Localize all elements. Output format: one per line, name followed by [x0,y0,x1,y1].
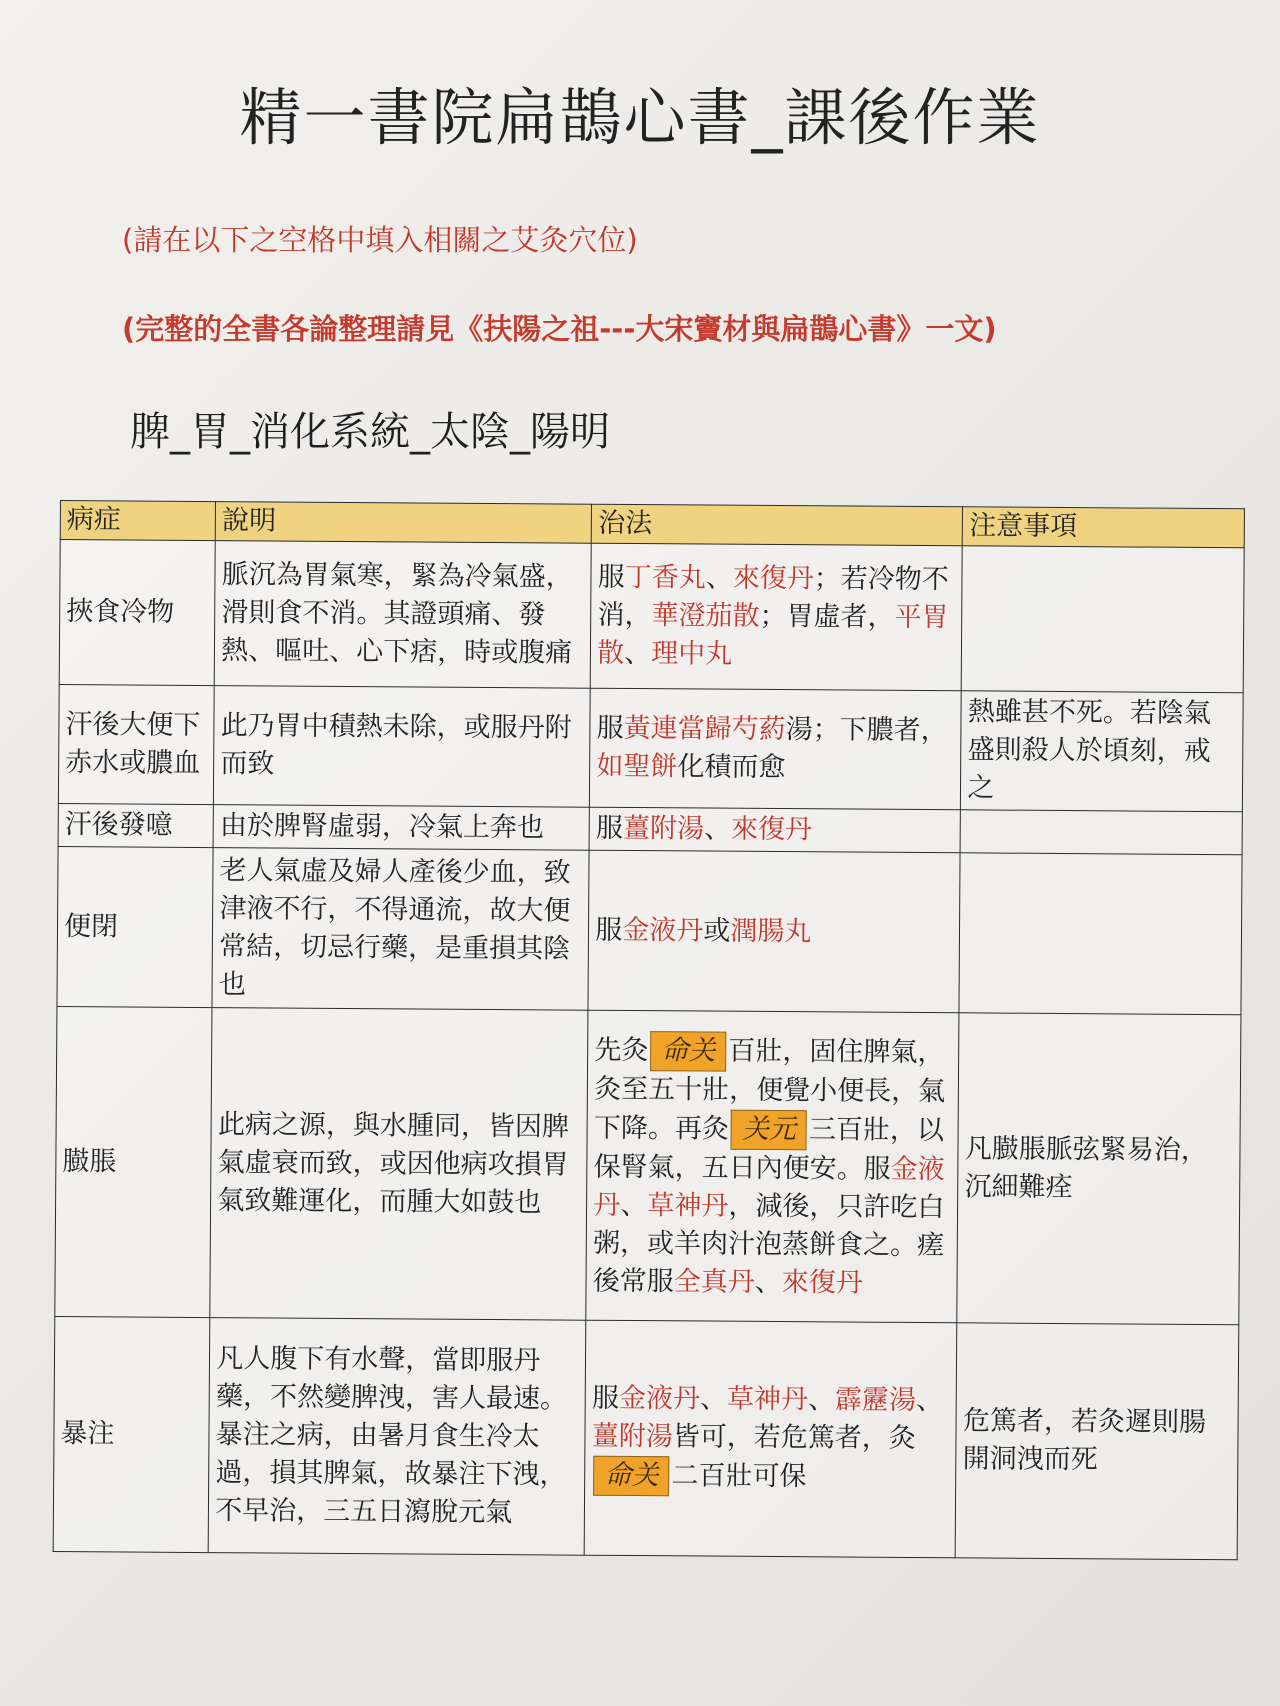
medicine-name: 如聖餅 [596,750,678,783]
medicine-name: 來復丹 [781,1266,863,1299]
description-cell: 此病之源，與水腫同，皆因脾氣虛衰而致，或因他病攻損胃氣致難運化，而腫大如鼓也 [210,1008,588,1321]
treatment-cell [588,850,960,1013]
acupoint-highlight: 命关 [593,1456,669,1497]
disease-cell: 汗後發噫 [58,803,214,847]
header-treatment: 治法 [592,504,963,546]
medicine-name: 金液丹 [622,914,704,947]
notes-cell [960,810,1242,855]
treatment-text: 服 [595,812,624,844]
medicine-name: 華澄茄散 [651,600,760,632]
treatment-text: 、 [699,1383,728,1415]
description-cell: 脈沉為胃氣寒，緊為冷氣盛，滑則食不消。其證頭痛、發熱、嘔吐、心下痞，時或腹痛 [214,541,591,689]
disease-cell: 暴注 [53,1316,210,1552]
treatment-text: ；胃虛者， [759,600,895,633]
description-cell: 由於脾腎虛弱，冷氣上奔也 [213,805,589,851]
disease-cell: 汗後大便下赤水或膿血 [58,684,214,804]
medicine-name: 金液丹 [618,1382,701,1415]
notes-cell [959,853,1242,1015]
disease-cell: 挾食冷物 [59,540,215,686]
treatment-text: 三百壯，以保腎氣，五日內便安。服 [593,1113,945,1185]
treatment-cell [589,807,960,853]
medicine-name: 霹靂湯 [834,1384,917,1416]
treatment-text: 、 [703,813,732,845]
table-row [53,1316,1239,1559]
description-cell: 凡人腹下有水聲，當即服丹藥，不然變脾洩，害人最速。暴注之病，由暑月食生冷太過，損其脾氣，故暴注下洩，不早治，三五日瀉脫元氣 [208,1318,586,1556]
instruction-note: (請在以下之空格中填入相關之艾灸穴位) [122,223,638,257]
notes-cell: 凡臌脹脈弦緊易治，沉細難痊 [957,1013,1241,1325]
page-title: 精一書院扁鵲心書_課後作業 [239,81,1041,154]
table-row [55,1006,1241,1324]
treatment-text: 先灸 [594,1034,649,1066]
header-disease: 病症 [60,501,216,541]
section-title: 脾_胃_消化系統_太陰_陽明 [130,409,610,455]
header-description: 說明 [215,502,591,544]
medicine-name: 金液丹 [593,1153,945,1221]
medicine-name: 全真丹 [673,1265,755,1298]
treatment-text: 服 [596,712,624,744]
treatment-text: ，減後，只許吃白粥，或羊肉汁泡蒸餅食之。瘥後常服 [592,1190,945,1297]
table-row [58,684,1243,811]
treatment-text: 百壯，固住脾氣，灸至五十壯，便覺小便長，氣下降。再灸 [593,1035,946,1145]
treatment-text: 、 [754,1266,782,1298]
acupoint-highlight: 关元 [731,1109,807,1150]
medicine-name: 來復丹 [730,813,813,846]
treatment-text: 或 [703,915,731,947]
treatment-table-wrap [53,500,1245,1560]
treatment-text: 二百壯可保 [671,1460,807,1493]
treatment-text: 化積而愈 [677,751,786,784]
treatment-cell [590,543,962,691]
acupoint-highlight: 命关 [650,1031,726,1072]
medicine-name: 潤腸丸 [730,915,812,947]
treatment-text: ；若冷物不消， [597,563,949,632]
description-cell: 此乃胃中積熱未除，或服丹附而致 [214,686,591,808]
medicine-name: 平胃散 [597,601,949,669]
reference-note: (完整的全書各論整理請見《扶陽之祖---大宋竇材與扁鵲心書》一文) [122,312,997,346]
treatment-text: 皆可，若危篤者，灸 [672,1421,916,1454]
treatment-cell [590,688,962,810]
disease-cell: 便閉 [57,846,213,1007]
treatment-text: 服 [597,561,625,593]
medicine-name: 草神丹 [647,1189,729,1222]
treatment-text: 、 [915,1384,944,1417]
treatment-text: 、 [807,1384,836,1416]
medicine-name: 薑附湯 [591,1420,673,1453]
notes-cell [962,546,1245,693]
notes-cell: 熱雖甚不死。若陰氣盛則殺人於頃刻，戒之 [961,691,1243,812]
treatment-text: 、 [620,1189,648,1221]
disease-cell: 臌脹 [55,1006,212,1317]
treatment-text: 服 [595,914,623,946]
table-row [59,540,1244,693]
medicine-name: 黃連當歸芍葯 [623,712,786,746]
medicine-name: 丁香丸 [624,561,706,594]
medicine-name: 草神丹 [726,1383,809,1416]
header-notes: 注意事項 [963,507,1245,548]
treatment-cell [584,1320,957,1558]
treatment-text: 服 [591,1382,620,1414]
treatment-table [53,500,1245,1560]
table-row [57,846,1242,1014]
notes-cell: 危篤者，若灸遲則腸開洞洩而死 [955,1323,1238,1560]
medicine-name: 理中丸 [651,638,733,670]
treatment-text: 湯；下膿者， [785,714,948,747]
description-cell: 老人氣虛及婦人產後少血，致津液不行，不得通流，故大便常結，切忌行藥，是重損其陰也 [212,848,589,1011]
treatment-text: 、 [705,562,733,594]
treatment-text: 、 [624,637,652,670]
medicine-name: 來復丹 [732,562,814,595]
medicine-name: 薑附湯 [622,812,705,845]
treatment-cell [586,1010,959,1323]
